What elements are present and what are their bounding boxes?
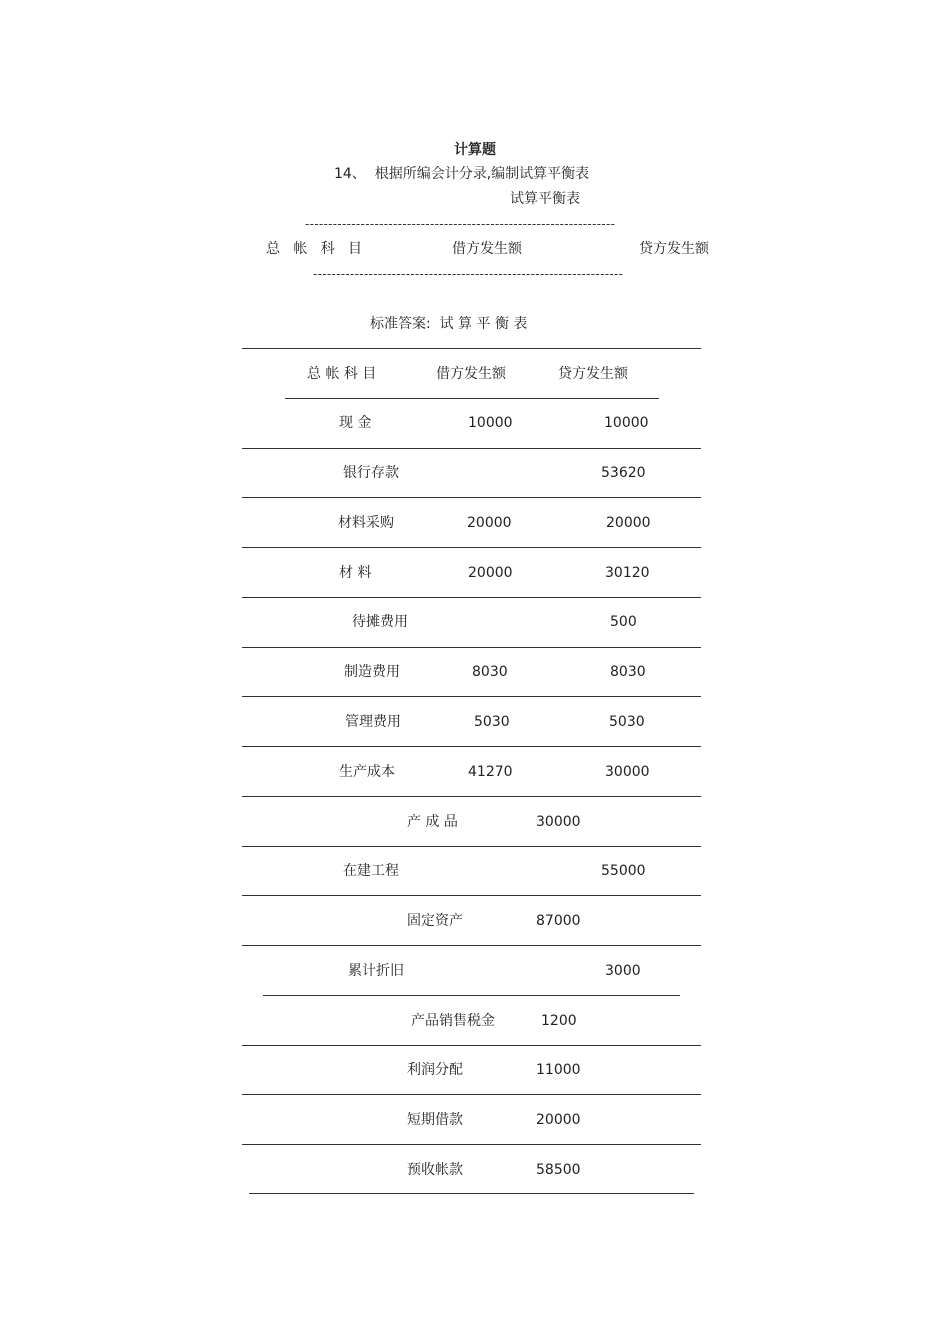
rule-line bbox=[242, 448, 701, 449]
row-debit: 58500 bbox=[536, 1162, 581, 1178]
row-account: 材 料 bbox=[339, 565, 372, 581]
row-account: 在建工程 bbox=[343, 863, 399, 879]
rule-line bbox=[242, 895, 701, 896]
rule-line bbox=[242, 846, 701, 847]
answer-header-credit: 贷方发生额 bbox=[558, 366, 628, 382]
answer-header-account: 总 帐 科 目 bbox=[307, 366, 377, 382]
row-debit: 1200 bbox=[541, 1013, 577, 1029]
row-credit: 55000 bbox=[601, 863, 646, 879]
row-account: 产品销售税金 bbox=[411, 1013, 495, 1029]
rule-line bbox=[249, 1193, 694, 1194]
dash-rule-top: ------------------------------------------------------------------- bbox=[305, 217, 616, 231]
row-account: 材料采购 bbox=[338, 515, 394, 531]
dash-rule-bottom: ------------------------------------------------------------------- bbox=[313, 267, 624, 281]
rule-line bbox=[242, 796, 701, 797]
question-text: 14、 根据所编会计分录,编制试算平衡表 bbox=[334, 166, 590, 182]
blank-header-account: 总 帐 科 目 bbox=[266, 241, 363, 257]
row-debit: 20000 bbox=[468, 565, 513, 581]
row-credit: 3000 bbox=[605, 963, 641, 979]
blank-header-debit: 借方发生额 bbox=[452, 241, 522, 257]
row-account: 银行存款 bbox=[343, 465, 399, 481]
row-account: 预收帐款 bbox=[407, 1162, 463, 1178]
row-account: 短期借款 bbox=[407, 1112, 463, 1128]
row-account: 固定资产 bbox=[407, 913, 463, 929]
rule-line bbox=[242, 1144, 701, 1145]
row-account: 累计折旧 bbox=[348, 963, 404, 979]
row-account: 产 成 品 bbox=[407, 814, 458, 830]
rule-line bbox=[285, 398, 659, 399]
row-credit: 5030 bbox=[609, 714, 645, 730]
answer-label: 标准答案: 试 算 平 衡 表 bbox=[370, 316, 528, 332]
answer-header-debit: 借方发生额 bbox=[436, 366, 506, 382]
rule-line bbox=[242, 597, 701, 598]
row-credit: 53620 bbox=[601, 465, 646, 481]
rule-line bbox=[242, 348, 701, 349]
table-title: 试算平衡表 bbox=[510, 191, 580, 207]
rule-line bbox=[242, 696, 701, 697]
row-account: 制造费用 bbox=[344, 664, 400, 680]
rule-line bbox=[242, 1094, 701, 1095]
rule-line bbox=[242, 647, 701, 648]
heading: 计算题 bbox=[454, 142, 496, 158]
rule-line bbox=[263, 995, 680, 996]
rule-line bbox=[242, 547, 701, 548]
row-debit: 11000 bbox=[536, 1062, 581, 1078]
row-account: 生产成本 bbox=[339, 764, 395, 780]
row-credit: 20000 bbox=[606, 515, 651, 531]
row-debit: 20000 bbox=[467, 515, 512, 531]
rule-line bbox=[242, 945, 701, 946]
rule-line bbox=[242, 746, 701, 747]
row-debit: 5030 bbox=[474, 714, 510, 730]
row-account: 管理费用 bbox=[345, 714, 401, 730]
row-debit: 87000 bbox=[536, 913, 581, 929]
row-debit: 10000 bbox=[468, 415, 513, 431]
row-credit: 500 bbox=[610, 614, 637, 630]
row-debit: 20000 bbox=[536, 1112, 581, 1128]
row-debit: 8030 bbox=[472, 664, 508, 680]
row-credit: 30000 bbox=[605, 764, 650, 780]
rule-line bbox=[242, 1045, 701, 1046]
row-account: 现 金 bbox=[339, 415, 372, 431]
row-credit: 30120 bbox=[605, 565, 650, 581]
row-debit: 30000 bbox=[536, 814, 581, 830]
row-credit: 10000 bbox=[604, 415, 649, 431]
rule-line bbox=[242, 497, 701, 498]
row-account: 待摊费用 bbox=[352, 614, 408, 630]
row-account: 利润分配 bbox=[407, 1062, 463, 1078]
blank-header-credit: 贷方发生额 bbox=[639, 241, 709, 257]
row-debit: 41270 bbox=[468, 764, 513, 780]
row-credit: 8030 bbox=[610, 664, 646, 680]
